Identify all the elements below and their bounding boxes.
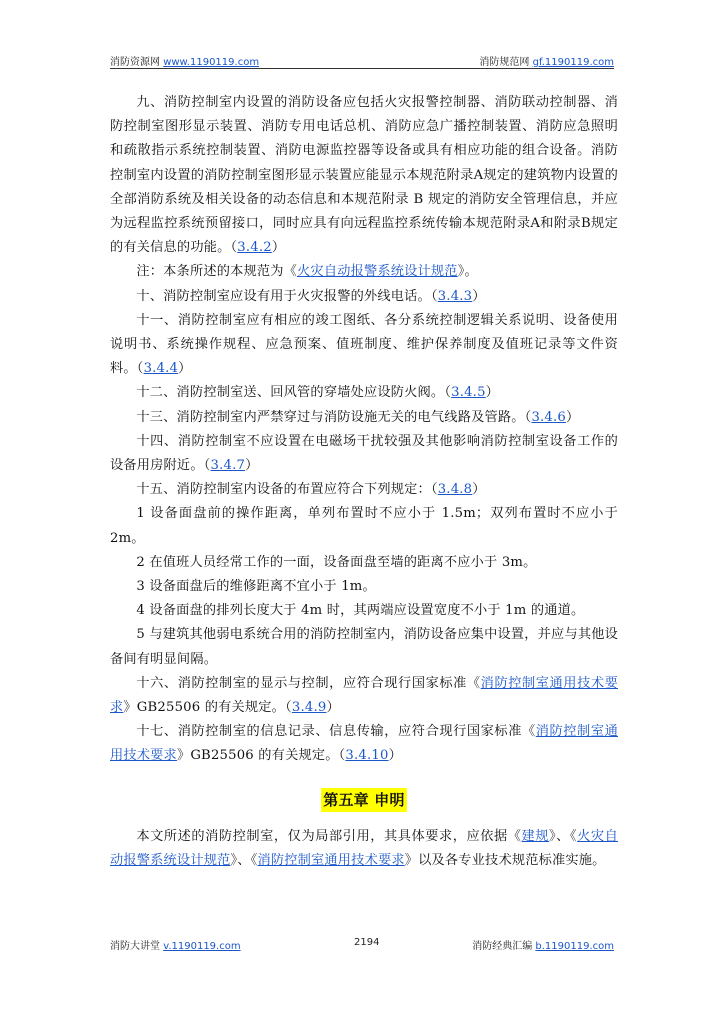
closing-prefix: 本文所述的消防控制室，仅为局部引用，其具体要求，应依据《 bbox=[136, 828, 522, 844]
page-header bbox=[110, 50, 614, 69]
header-right bbox=[479, 53, 614, 68]
ref-3-4-6[interactable]: 3.4.6 bbox=[531, 409, 566, 425]
paragraph-16-prefix: 十六、消防控制室的显示与控制，应符合现行国家标准《 bbox=[136, 675, 481, 691]
closing-paragraph bbox=[110, 825, 618, 873]
list-item-4: 4 设备面盘的排列长度大于 4m 时，其两端应设置宽度不小于 1m 的通道。 bbox=[136, 603, 585, 619]
document-body bbox=[110, 91, 618, 873]
ref-3-4-8[interactable]: 3.4.8 bbox=[437, 482, 473, 498]
link-jiangui[interactable]: 建规 bbox=[521, 828, 550, 844]
header-right-label: 消防规范网 bbox=[479, 57, 530, 68]
list-item-3: 3 设备面盘后的维修距离不宜小于 1m。 bbox=[136, 579, 376, 595]
chapter-title: 第五章 申明 bbox=[321, 788, 406, 812]
footer-right bbox=[472, 937, 614, 952]
ref-3-4-9[interactable]: 3.4.9 bbox=[291, 700, 327, 716]
paragraph-15: 十五、消防控制室内设备的布置应符合下列规定：（3.4.8） bbox=[136, 482, 486, 498]
paragraph-10-text: 十、消防控制室应设有用于火灾报警的外线电话。 bbox=[136, 288, 431, 304]
footer-left-label: 消防大讲堂 bbox=[110, 941, 160, 952]
list-item-5: 5 与建筑其他弱电系统合用的消防控制室内，消防设备应集中设置，并应与其他设备间有明显间隔。 bbox=[110, 627, 618, 667]
footer-right-link[interactable]: b.1190119.com bbox=[535, 941, 614, 952]
paragraph-11: 十一、消防控制室应有相应的竣工图纸、各分系统控制逻辑关系说明、设备使用说明书、系统操作规程、应急预案、值班制度、维护保养制度及值班记录等文件资料。（3.4.4） bbox=[110, 312, 618, 377]
note-prefix: 注：本条所述的本规范为《 bbox=[136, 264, 298, 280]
standard-link-gb25506-b[interactable]: 消防控制室通用技术要求 bbox=[110, 724, 618, 764]
note-standard-link[interactable]: 火灾自动报警系统设计规范 bbox=[297, 264, 458, 280]
closing-separator-2: 》、《 bbox=[230, 853, 258, 869]
footer-left bbox=[110, 937, 241, 952]
paragraph-13-text: 十三、消防控制室内严禁穿过与消防设施无关的电气线路及管路。 bbox=[136, 409, 525, 425]
list-item-1: 1 设备面盘前的操作距离，单列布置时不应小于 1.5m；双列布置时不应小于 2m。 bbox=[110, 506, 618, 546]
paragraph-16-suffix: 》GB25506 的有关规定。 bbox=[123, 700, 286, 716]
closing-separator-1: 》、《 bbox=[549, 828, 578, 844]
paragraph-10: 十、消防控制室应设有用于火灾报警的外线电话。（3.4.3） bbox=[136, 288, 486, 304]
paragraph-9-text: 九、消防控制室内设置的消防设备应包括火灾报警控制器、消防联动控制器、消防控制室图形显示装置、消防专用电话总机、消防应急广播控制装置、消防应急照明和疏散指示系统控制装置、消防电源监控器等设备或具有相应功能的组合设备。消防控制室内设置的消防控制室图形显示装置应能显示本规范附录A规定的建筑物内设置的全部消防系统及相关设备的动态信息和本规范附录 B 规定的消防安全管理信息，并应为远程监控系统预留接口，同时应具有向远程监控系统传输本规范附录A和附录B规定的有关信息的功能。 bbox=[110, 95, 618, 256]
header-left-label: 消防资源网 bbox=[110, 57, 160, 68]
header-left-link[interactable]: www.1190119.com bbox=[163, 57, 260, 68]
footer-left-link[interactable]: v.1190119.com bbox=[163, 941, 241, 952]
header-right-link[interactable]: gf.1190119.com bbox=[532, 57, 614, 68]
paragraph-14-text: 十四、消防控制室不应设置在电磁场干扰较强及其他影响消防控制室设备工作的设备用房附近。 bbox=[110, 433, 618, 474]
paragraph-14: 十四、消防控制室不应设置在电磁场干扰较强及其他影响消防控制室设备工作的设备用房附近。（3.4.7） bbox=[110, 433, 618, 474]
paragraph-9: 九、消防控制室内设置的消防设备应包括火灾报警控制器、消防联动控制器、消防控制室图形显示装置、消防专用电话总机、消防应急广播控制装置、消防应急照明和疏散指示系统控制装置、消防电源监控器等设备或具有相应功能的组合设备。消防控制室内设置的消防控制室图形显示装置应能显示本规范附录A规定的建筑物内设置的全部消防系统及相关设备的动态信息和本规范附录 B 规定的消防安全管理信息，并应为远程监控系统预留接口，同时应具有向远程监控系统传输本规范附录A和附录B规定的有关信息的功能。（3.4.2） bbox=[110, 95, 618, 256]
page-footer bbox=[110, 937, 614, 953]
paragraph-13: 十三、消防控制室内严禁穿过与消防设施无关的电气线路及管路。（3.4.6） bbox=[136, 409, 580, 425]
paragraph-15-text: 十五、消防控制室内设备的布置应符合下列规定： bbox=[136, 482, 431, 498]
link-control-room-standard[interactable]: 消防控制室通用技术要求 bbox=[257, 853, 405, 869]
page-number: 2194 bbox=[354, 937, 380, 948]
paragraph-12: 十二、消防控制室送、回风管的穿墙处应设防火阀。（3.4.5） bbox=[136, 385, 500, 401]
paragraph-11-text: 十一、消防控制室应有相应的竣工图纸、各分系统控制逻辑关系说明、设备使用说明书、系统操作规程、应急预案、值班制度、维护保养制度及值班记录等文件资料。 bbox=[110, 312, 618, 377]
ref-3-4-2[interactable]: 3.4.2 bbox=[237, 240, 272, 256]
closing-suffix: 》以及各专业技术规范标准实施。 bbox=[404, 853, 606, 869]
paragraph-12-text: 十二、消防控制室送、回风管的穿墙处应设防火阀。 bbox=[136, 385, 445, 401]
header-left bbox=[110, 53, 259, 68]
paragraph-17-suffix: 》GB25506 的有关规定。 bbox=[176, 748, 339, 764]
ref-3-4-3[interactable]: 3.4.3 bbox=[437, 288, 473, 304]
footer-right-label: 消防经典汇编 bbox=[472, 941, 533, 952]
ref-3-4-5[interactable]: 3.4.5 bbox=[451, 385, 486, 401]
paragraph-16: 十六、消防控制室的显示与控制，应符合现行国家标准《消防控制室通用技术要求》GB25506 的有关规定。（3.4.9） bbox=[110, 675, 618, 716]
standard-link-gb25506-a[interactable]: 消防控制室通用技术要求 bbox=[110, 675, 618, 716]
chapter-heading bbox=[110, 788, 618, 814]
list-item-2: 2 在值班人员经常工作的一面，设备面盘至墙的距离不应小于 3m。 bbox=[136, 554, 537, 570]
link-fire-alarm-code[interactable]: 火灾自动报警系统设计规范 bbox=[110, 828, 618, 869]
ref-3-4-4[interactable]: 3.4.4 bbox=[143, 361, 179, 377]
ref-3-4-10[interactable]: 3.4.10 bbox=[345, 748, 389, 764]
ref-3-4-7[interactable]: 3.4.7 bbox=[210, 458, 246, 474]
note-paragraph bbox=[110, 260, 618, 284]
paragraph-17: 十七、消防控制室的信息记录、信息传输，应符合现行国家标准《消防控制室通用技术要求》GB25506 的有关规定。（3.4.10） bbox=[110, 724, 618, 764]
note-suffix: 》。 bbox=[457, 264, 478, 280]
paragraph-17-prefix: 十七、消防控制室的信息记录、信息传输，应符合现行国家标准《 bbox=[136, 724, 536, 740]
